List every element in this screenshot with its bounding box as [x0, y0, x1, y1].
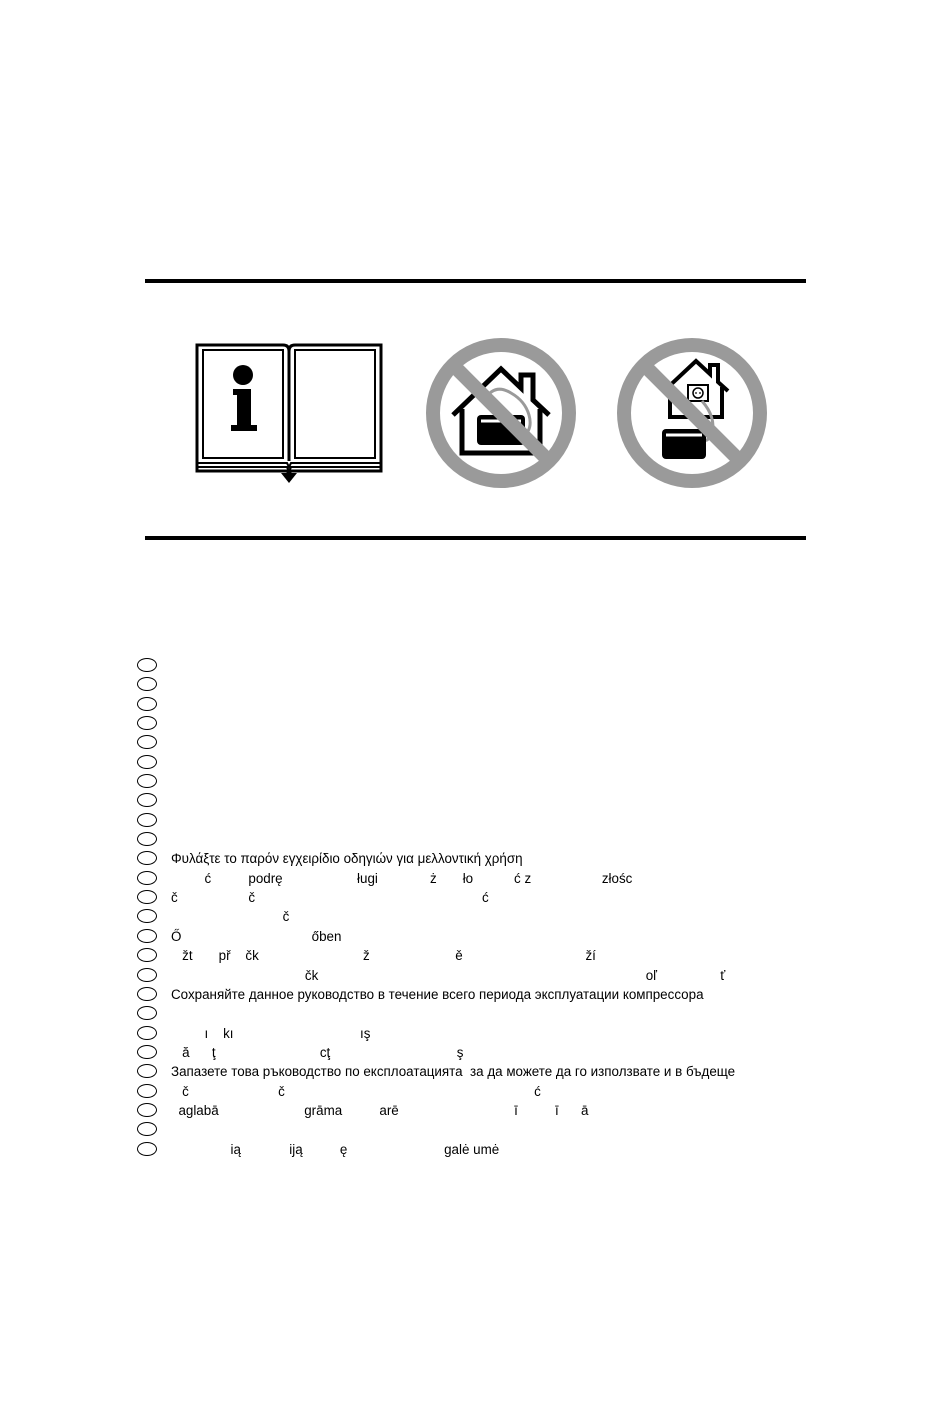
language-row: [137, 792, 857, 811]
language-row: [137, 715, 857, 734]
language-row: [137, 1063, 857, 1082]
instruction-text: ı kı ış: [171, 1025, 371, 1041]
language-row: [137, 986, 857, 1005]
language-badge: [137, 1045, 157, 1059]
instruction-text: č: [171, 909, 290, 925]
instruction-text: ă ţ cţ ş: [171, 1044, 464, 1060]
language-row: [137, 696, 857, 715]
bottom-divider: [145, 536, 806, 540]
language-badge: [137, 890, 157, 904]
language-badge: [137, 1006, 157, 1020]
language-row: [137, 870, 857, 889]
language-row: [137, 734, 857, 753]
language-row: [137, 754, 857, 773]
language-row: [137, 1025, 857, 1044]
language-badge: [137, 968, 157, 982]
language-instruction-list: [137, 657, 857, 1160]
language-row: [137, 773, 857, 792]
language-badge: [137, 1064, 157, 1078]
no-outdoor-use-icon: [616, 337, 768, 489]
language-badge: [137, 697, 157, 711]
language-badge: [137, 1026, 157, 1040]
language-badge: [137, 1084, 157, 1098]
language-badge: [137, 774, 157, 788]
language-row: [137, 928, 857, 947]
language-badge: [137, 1122, 157, 1136]
language-row: [137, 657, 857, 676]
instruction-text: ią iją ę galė umė: [171, 1141, 500, 1157]
language-row: [137, 850, 857, 869]
instruction-text: Запазете това ръководство по експлоатацията за да можете да го използвате и в бъдеще: [171, 1064, 736, 1080]
language-badge: [137, 851, 157, 865]
read-manual-icon: [195, 343, 385, 485]
instruction-text: č č ć: [171, 890, 489, 906]
instruction-text: aglabā grāma arē ī ī ā: [171, 1102, 589, 1118]
language-row: [137, 1005, 857, 1024]
language-row: [137, 1044, 857, 1063]
language-row: [137, 1141, 857, 1160]
language-row: [137, 1121, 857, 1140]
language-badge: [137, 813, 157, 827]
language-badge: [137, 658, 157, 672]
instruction-text: žt př čk ž ě ží: [171, 948, 596, 964]
language-badge: [137, 677, 157, 691]
language-badge: [137, 987, 157, 1001]
language-badge: [137, 909, 157, 923]
language-badge: [137, 793, 157, 807]
language-row: [137, 889, 857, 908]
language-badge: [137, 716, 157, 730]
no-rain-icon: [425, 337, 577, 489]
instruction-text: Сохраняйте данное руководство в течение всего периода эксплуатации компрессора: [171, 986, 704, 1002]
instruction-text: č č ć: [171, 1083, 541, 1099]
language-badge: [137, 871, 157, 885]
language-row: [137, 676, 857, 695]
language-row: [137, 831, 857, 850]
language-badge: [137, 948, 157, 962]
language-badge: [137, 755, 157, 769]
language-badge: [137, 1142, 157, 1156]
instruction-text: ć podrę ługi ż ło ć z złośc: [171, 870, 633, 886]
instruction-text: čk oľ ť: [171, 967, 726, 983]
language-badge: [137, 1103, 157, 1117]
language-row: [137, 1102, 857, 1121]
language-badge: [137, 832, 157, 846]
language-row: [137, 1083, 857, 1102]
language-row: [137, 967, 857, 986]
language-badge: [137, 735, 157, 749]
language-row: [137, 947, 857, 966]
language-row: [137, 908, 857, 927]
language-badge: [137, 929, 157, 943]
instruction-text: Φυλάξτε το παρόν εγχειρίδιο οδηγιών για μελλοντική χρήση: [171, 851, 523, 867]
instruction-text: Ő őben: [171, 928, 342, 944]
language-row: [137, 812, 857, 831]
top-divider: [145, 279, 806, 283]
